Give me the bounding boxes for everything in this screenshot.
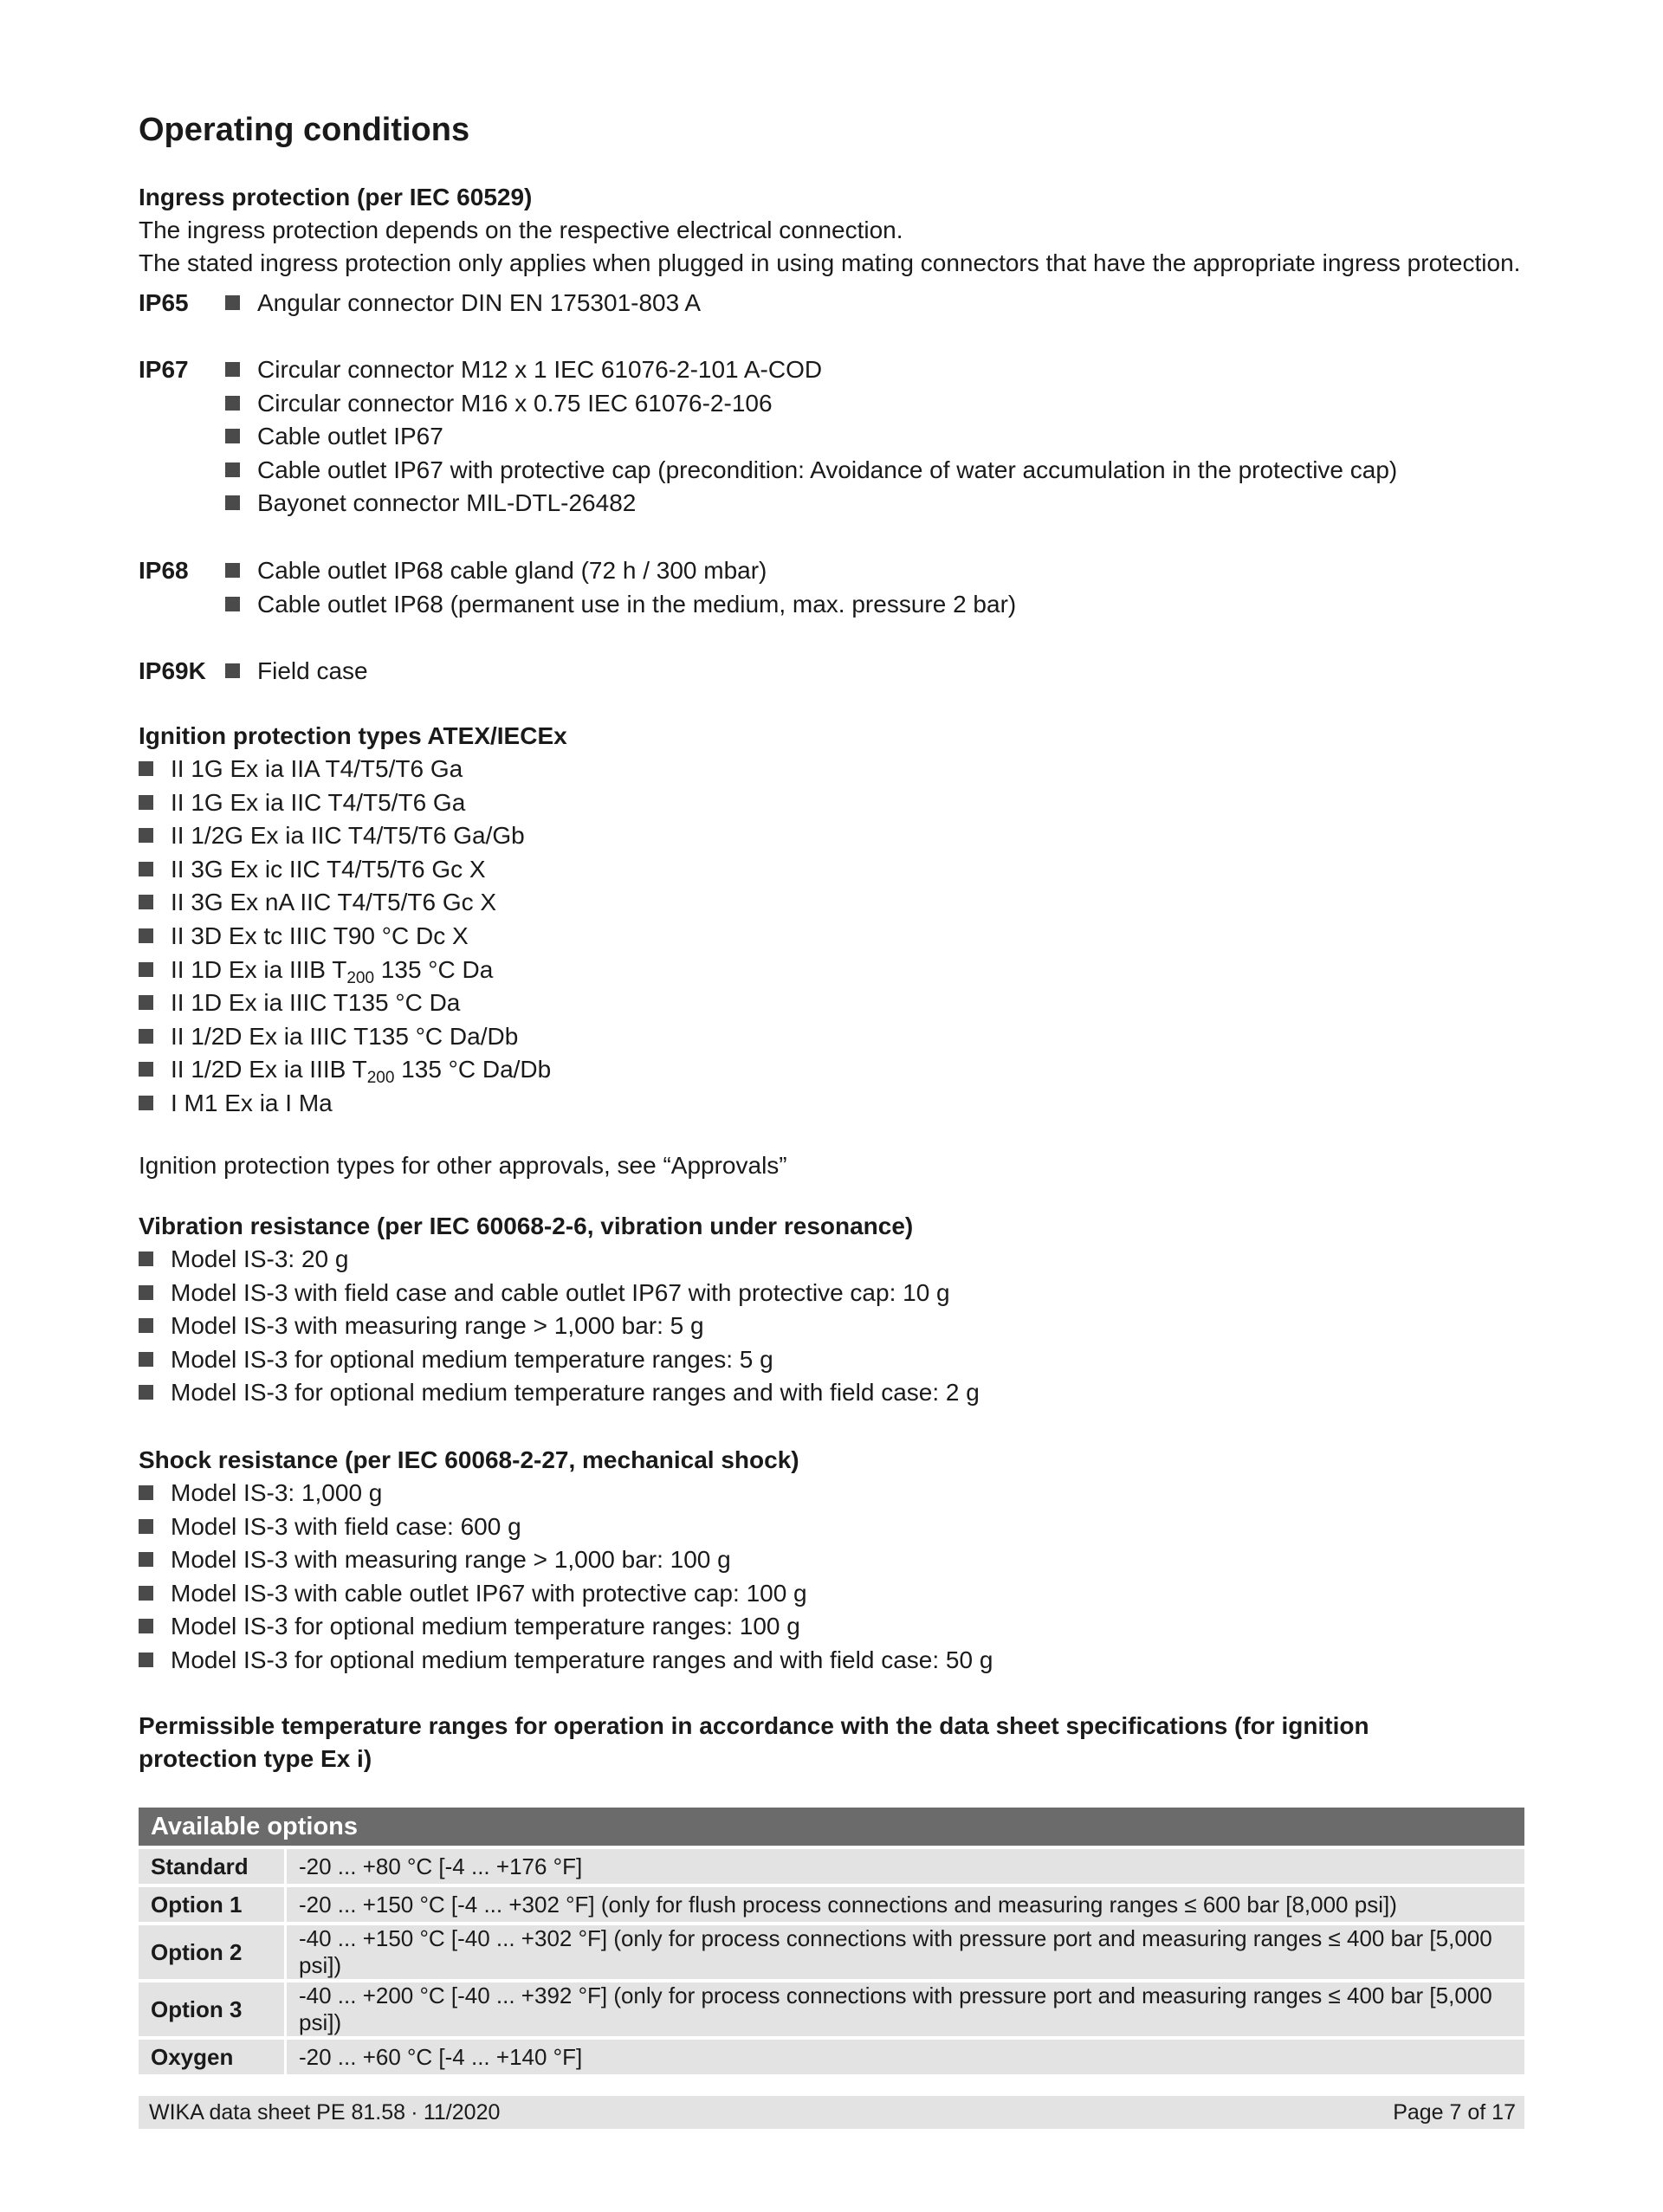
square-bullet-icon bbox=[139, 1029, 153, 1044]
shock-heading: Shock resistance (per IEC 60068-2-27, mechanical shock) bbox=[139, 1446, 799, 1473]
square-bullet-icon bbox=[139, 1519, 153, 1534]
option-range: -20 ... +60 °C [-4 ... +140 °F] bbox=[287, 2040, 1524, 2074]
option-name: Oxygen bbox=[139, 2040, 287, 2074]
ignition-heading: Ignition protection types ATEX/IECEx bbox=[139, 722, 567, 749]
table-row bbox=[139, 1849, 1524, 1884]
square-bullet-icon bbox=[225, 295, 240, 310]
square-bullet-icon bbox=[139, 1619, 153, 1633]
ignition-note: Ignition protection types for other approvals, see “Approvals” bbox=[139, 1152, 787, 1179]
list-item: Model IS-3 for optional medium temperature ranges: 100 g bbox=[139, 1610, 1524, 1644]
list-item: I M1 Ex ia I Ma bbox=[139, 1087, 1524, 1121]
option-range: -20 ... +80 °C [-4 ... +176 °F] bbox=[287, 1849, 1524, 1884]
shock-list bbox=[139, 1477, 1524, 1678]
ip69k-list bbox=[225, 655, 368, 689]
square-bullet-icon bbox=[225, 429, 240, 443]
square-bullet-icon bbox=[139, 895, 153, 909]
square-bullet-icon bbox=[225, 597, 240, 611]
list-item: II 1G Ex ia IIC T4/T5/T6 Ga bbox=[139, 786, 1524, 820]
list-item: II 1/2G Ex ia IIC T4/T5/T6 Ga/Gb bbox=[139, 819, 1524, 853]
list-item: Model IS-3 with field case: 600 g bbox=[139, 1510, 1524, 1544]
list-item: Cable outlet IP67 bbox=[225, 420, 1397, 454]
page-footer bbox=[139, 2096, 1524, 2129]
ip68-list bbox=[225, 554, 1016, 621]
option-range: -40 ... +150 °C [-40 ... +302 °F] (only for process connections with pressure port and measuring ranges ≤ 400 bar [5,000 psi]) bbox=[287, 1925, 1524, 1979]
ingress-intro-2: The stated ingress protection only applies when plugged in using mating connectors that have the appropriate ingress protection. bbox=[139, 249, 1521, 276]
list-item: II 1D Ex ia IIIC T135 °C Da bbox=[139, 986, 1524, 1020]
square-bullet-icon bbox=[139, 1252, 153, 1266]
shock-section bbox=[139, 1444, 1524, 1678]
temperature-heading-line1: Permissible temperature ranges for operation in accordance with the data sheet specifications (for ignition bbox=[139, 1712, 1369, 1739]
square-bullet-icon bbox=[139, 995, 153, 1010]
list-item: Field case bbox=[225, 655, 368, 689]
list-item: II 3D Ex tc IIIC T90 °C Dc X bbox=[139, 920, 1524, 954]
square-bullet-icon bbox=[139, 828, 153, 843]
list-item: II 1G Ex ia IIA T4/T5/T6 Ga bbox=[139, 753, 1524, 786]
square-bullet-icon bbox=[139, 962, 153, 977]
list-item: Model IS-3 with cable outlet IP67 with protective cap: 100 g bbox=[139, 1577, 1524, 1611]
list-item: Cable outlet IP67 with protective cap (precondition: Avoidance of water accumulation in the protective cap) bbox=[225, 454, 1397, 488]
table-row bbox=[139, 1982, 1524, 2036]
option-name: Standard bbox=[139, 1849, 287, 1884]
square-bullet-icon bbox=[225, 563, 240, 578]
list-item: Model IS-3 for optional medium temperature ranges: 5 g bbox=[139, 1343, 1524, 1377]
square-bullet-icon bbox=[225, 362, 240, 377]
square-bullet-icon bbox=[225, 462, 240, 477]
option-name: Option 3 bbox=[139, 1982, 287, 2036]
list-item: Model IS-3 with measuring range > 1,000 bar: 100 g bbox=[139, 1543, 1524, 1577]
square-bullet-icon bbox=[139, 862, 153, 876]
square-bullet-icon bbox=[139, 1552, 153, 1567]
list-item: Model IS-3: 20 g bbox=[139, 1243, 1524, 1277]
square-bullet-icon bbox=[139, 761, 153, 776]
list-item: Cable outlet IP68 cable gland (72 h / 300 mbar) bbox=[225, 554, 1016, 588]
list-item: Model IS-3 with field case and cable outlet IP67 with protective cap: 10 g bbox=[139, 1277, 1524, 1310]
ip65-list bbox=[225, 287, 701, 320]
square-bullet-icon bbox=[225, 396, 240, 411]
ip-label: IP65 bbox=[139, 289, 189, 316]
ip-label: IP67 bbox=[139, 356, 189, 383]
list-item: Circular connector M12 x 1 IEC 61076-2-101 A-COD bbox=[225, 353, 1397, 387]
temperature-heading-line2: protection type Ex i) bbox=[139, 1745, 372, 1772]
ingress-section bbox=[139, 181, 1524, 280]
option-name: Option 2 bbox=[139, 1925, 287, 1979]
list-item: Bayonet connector MIL-DTL-26482 bbox=[225, 487, 1397, 521]
table-row bbox=[139, 2040, 1524, 2074]
square-bullet-icon bbox=[139, 1352, 153, 1367]
list-item: Circular connector M16 x 0.75 IEC 61076-2-106 bbox=[225, 387, 1397, 421]
square-bullet-icon bbox=[139, 928, 153, 943]
list-item: Model IS-3 for optional medium temperature ranges and with field case: 2 g bbox=[139, 1376, 1524, 1410]
ignition-section bbox=[139, 720, 1524, 1121]
square-bullet-icon bbox=[225, 663, 240, 678]
square-bullet-icon bbox=[225, 495, 240, 510]
page-title: Operating conditions bbox=[139, 112, 470, 148]
square-bullet-icon bbox=[139, 1096, 153, 1110]
list-item: II 1/2D Ex ia IIIB $T_{200}$ 135 °C Da/Db bbox=[139, 1053, 1524, 1087]
square-bullet-icon bbox=[139, 1318, 153, 1333]
table-row bbox=[139, 1887, 1524, 1922]
ingress-intro-1: The ingress protection depends on the respective electrical connection. bbox=[139, 217, 903, 243]
table-header: Available options bbox=[139, 1808, 1524, 1846]
ingress-heading: Ingress protection (per IEC 60529) bbox=[139, 184, 533, 210]
square-bullet-icon bbox=[139, 1586, 153, 1601]
list-item: II 1D Ex ia IIIB $T_{200}$ 135 °C Da bbox=[139, 954, 1524, 987]
footer-page-number: Page 7 of 17 bbox=[1393, 2100, 1516, 2125]
list-item: Model IS-3: 1,000 g bbox=[139, 1477, 1524, 1510]
list-item: II 3G Ex ic IIC T4/T5/T6 Gc X bbox=[139, 853, 1524, 887]
ignition-list bbox=[139, 753, 1524, 1121]
list-item: Model IS-3 with measuring range > 1,000 bar: 5 g bbox=[139, 1310, 1524, 1343]
vibration-heading: Vibration resistance (per IEC 60068-2-6, vibration under resonance) bbox=[139, 1213, 914, 1239]
temperature-options-table bbox=[139, 1804, 1524, 2078]
table-header-row bbox=[139, 1808, 1524, 1846]
list-item: Cable outlet IP68 (permanent use in the medium, max. pressure 2 bar) bbox=[225, 588, 1016, 622]
footer-doc-id: WIKA data sheet PE 81.58 ∙ 11/2020 bbox=[149, 2100, 501, 2125]
square-bullet-icon bbox=[139, 1485, 153, 1500]
ip-label: IP68 bbox=[139, 557, 189, 584]
list-item: II 1/2D Ex ia IIIC T135 °C Da/Db bbox=[139, 1020, 1524, 1054]
table-row bbox=[139, 1925, 1524, 1979]
list-item: Model IS-3 for optional medium temperature ranges and with field case: 50 g bbox=[139, 1644, 1524, 1678]
square-bullet-icon bbox=[139, 795, 153, 810]
temperature-section bbox=[139, 1710, 1524, 1775]
square-bullet-icon bbox=[139, 1385, 153, 1400]
option-name: Option 1 bbox=[139, 1887, 287, 1922]
ip-label: IP69K bbox=[139, 657, 206, 684]
square-bullet-icon bbox=[139, 1062, 153, 1077]
vibration-list bbox=[139, 1243, 1524, 1410]
ip67-list bbox=[225, 353, 1397, 521]
vibration-section bbox=[139, 1210, 1524, 1410]
square-bullet-icon bbox=[139, 1653, 153, 1667]
option-range: -20 ... +150 °C [-4 ... +302 °F] (only for flush process connections and measuring ranges ≤ 600 bar [8,000 psi]) bbox=[287, 1887, 1524, 1922]
option-range: -40 ... +200 °C [-40 ... +392 °F] (only for process connections with pressure port and measuring ranges ≤ 400 bar [5,000 psi]) bbox=[287, 1982, 1524, 2036]
square-bullet-icon bbox=[139, 1285, 153, 1300]
list-item: II 3G Ex nA IIC T4/T5/T6 Gc X bbox=[139, 886, 1524, 920]
list-item: Angular connector DIN EN 175301-803 A bbox=[225, 287, 701, 320]
